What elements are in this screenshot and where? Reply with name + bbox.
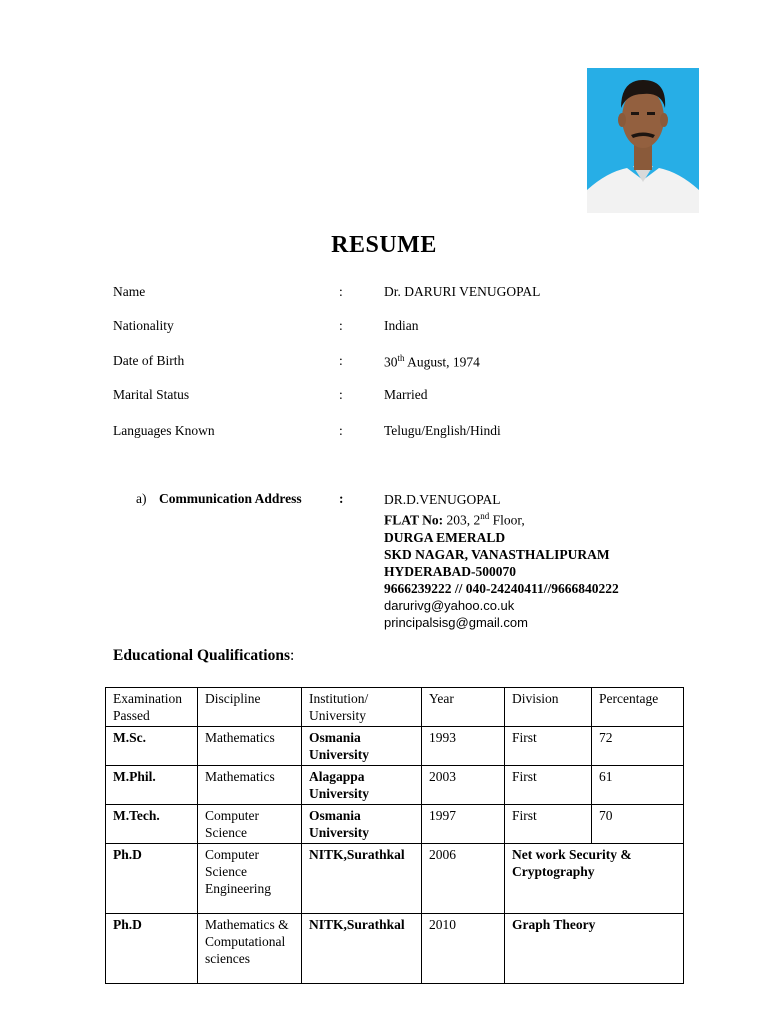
email-2: principalsisg@gmail.com bbox=[384, 614, 528, 630]
table-cell: 72 bbox=[592, 727, 684, 766]
info-row-name bbox=[113, 284, 673, 304]
table-cell: Ph.D bbox=[106, 844, 198, 914]
table-cell: Alagappa University bbox=[302, 766, 422, 805]
table-cell: Mathematics bbox=[198, 727, 302, 766]
table-header: Discipline bbox=[198, 688, 302, 727]
info-label: Nationality bbox=[113, 318, 174, 333]
table-row bbox=[106, 766, 684, 805]
info-value: 30th August, 1974 bbox=[384, 353, 480, 370]
table-row bbox=[106, 844, 684, 914]
address-locality: SKD NAGAR, VANASTHALIPURAM bbox=[384, 546, 610, 562]
table-cell: First bbox=[505, 805, 592, 844]
table-header: Institution/ University bbox=[302, 688, 422, 727]
profile-photo bbox=[587, 68, 699, 213]
info-colon: : bbox=[339, 423, 343, 438]
education-heading: Educational Qualifications: bbox=[113, 647, 295, 664]
table-cell: Osmania University bbox=[302, 727, 422, 766]
table-cell: 2010 bbox=[422, 914, 505, 984]
info-value: Married bbox=[384, 387, 428, 402]
info-row-marital-status bbox=[113, 387, 673, 407]
table-cell: 61 bbox=[592, 766, 684, 805]
table-header: Year bbox=[422, 688, 505, 727]
table-header: Percentage bbox=[592, 688, 684, 727]
address-flat: FLAT No: 203, 2nd Floor, bbox=[384, 511, 525, 528]
table-cell: Osmania University bbox=[302, 805, 422, 844]
info-value: Dr. DARURI VENUGOPAL bbox=[384, 284, 541, 299]
table-cell: 2006 bbox=[422, 844, 505, 914]
info-colon: : bbox=[339, 318, 343, 333]
info-colon: : bbox=[339, 353, 343, 368]
info-label: Marital Status bbox=[113, 387, 190, 402]
table-cell: First bbox=[505, 727, 592, 766]
table-cell: Graph Theory bbox=[505, 914, 684, 984]
table-cell: NITK,Surathkal bbox=[302, 914, 422, 984]
email-1: darurivg@yahoo.co.uk bbox=[384, 597, 515, 613]
address-building: DURGA EMERALD bbox=[384, 529, 506, 545]
info-row-dob bbox=[113, 353, 673, 373]
table-cell: First bbox=[505, 766, 592, 805]
info-label: Name bbox=[113, 284, 146, 299]
info-value: Telugu/English/Hindi bbox=[384, 423, 501, 438]
table-cell: M.Tech. bbox=[106, 805, 198, 844]
table-cell: NITK,Surathkal bbox=[302, 844, 422, 914]
address-phone: 9666239222 // 040-24240411//9666840222 bbox=[384, 580, 619, 596]
table-cell: Net work Security & Cryptography bbox=[505, 844, 684, 914]
list-marker: a) bbox=[136, 491, 147, 506]
table-cell: Mathematics & Computational sciences bbox=[198, 914, 302, 984]
address-colon: : bbox=[339, 491, 344, 506]
info-colon: : bbox=[339, 284, 343, 299]
education-table bbox=[105, 687, 684, 984]
table-cell: Computer Science Engineering bbox=[198, 844, 302, 914]
table-cell: M.Sc. bbox=[106, 727, 198, 766]
table-row bbox=[106, 727, 684, 766]
table-row bbox=[106, 805, 684, 844]
info-label: Date of Birth bbox=[113, 353, 185, 368]
table-header: Division bbox=[505, 688, 592, 727]
table-cell: Ph.D bbox=[106, 914, 198, 984]
table-header: Examination Passed bbox=[106, 688, 198, 727]
table-cell: Computer Science bbox=[198, 805, 302, 844]
table-row bbox=[106, 914, 684, 984]
address-label: Communication Address bbox=[159, 491, 302, 506]
table-cell: 1993 bbox=[422, 727, 505, 766]
info-row-nationality bbox=[113, 318, 673, 338]
address-city: HYDERABAD-500070 bbox=[384, 563, 517, 579]
table-cell: Mathematics bbox=[198, 766, 302, 805]
person-portrait-icon bbox=[587, 68, 699, 213]
info-value: Indian bbox=[384, 318, 419, 333]
info-label: Languages Known bbox=[113, 423, 215, 438]
table-header-row bbox=[106, 688, 684, 727]
table-cell: M.Phil. bbox=[106, 766, 198, 805]
table-cell: 70 bbox=[592, 805, 684, 844]
info-row-languages bbox=[113, 423, 673, 443]
communication-address bbox=[384, 491, 619, 631]
info-colon: : bbox=[339, 387, 343, 402]
page-title: RESUME bbox=[331, 232, 437, 258]
address-name: DR.D.VENUGOPAL bbox=[384, 492, 501, 507]
table-cell: 1997 bbox=[422, 805, 505, 844]
table-cell: 2003 bbox=[422, 766, 505, 805]
